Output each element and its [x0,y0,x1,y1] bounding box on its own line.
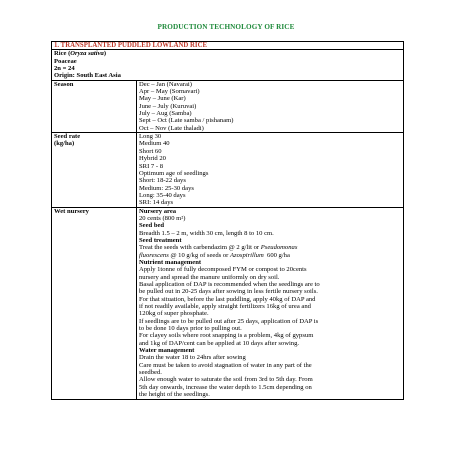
seed-treatment-text: @ 10 g/kg of seeds or [168,251,230,259]
wet-nursery-label: Wet nursery [52,207,137,399]
rice-prefix: Rice ( [54,50,71,58]
seed-rate-row [52,133,404,207]
nursery-area-value: 20 cents (800 m²) [139,214,186,222]
seed-rate-line: Short: 18-22 days [139,177,186,185]
water-line: the height of the seedlings. [139,391,210,399]
nutrient-line: If seedlings are to be pulled out after 25 days, application of DAP is [139,317,319,325]
nutrient-line: be pulled out in 20-25 days after sowing in less fertile nursery soils. [139,288,318,296]
nutrient-line: to be done 10 days prior to pulling out. [139,325,242,333]
seed-bed-heading: Seed bed [139,222,165,230]
water-management-heading: Water management [139,347,195,355]
wet-nursery-values [137,207,404,399]
season-label: Season [52,80,137,132]
origin: Origin: South East Asia [54,72,121,80]
intro-cell [52,50,404,80]
section-header-row [52,42,404,50]
water-line: seedbed. [139,369,162,377]
nutrient-management-heading: Nutrient management [139,258,202,266]
water-line: Drain the water 18 to 24hrs after sowing [139,354,246,362]
intro-row [52,50,404,80]
seed-rate-line: SRI 7 - 8 [139,162,163,170]
season-line: Sept – Oct (Late samba / pishanam) [139,117,234,125]
rice-technology-table [51,41,404,400]
azospirillum-rate: 600 g/ha [263,251,290,259]
seed-rate-line: Long: 35-40 days [139,191,186,199]
seed-treatment-line [139,244,401,251]
nutrient-line: and 1kg of DAP/cent can be applied at 10 days after sowing. [139,339,300,347]
rice-name [54,50,401,57]
seed-rate-line: Short 60 [139,147,162,155]
season-line: Dec – Jan (Navarai) [139,80,192,88]
seed-rate-line: SRI: 14 days [139,199,174,207]
seed-bed-value: Breadth 1.5 – 2 m, width 30 cm, length 8 to 10 cm. [139,229,274,237]
seed-rate-line: Medium: 25-30 days [139,184,194,192]
seed-rate-label-line: Seed rate [54,133,81,141]
seed-rate-line: Hybrid 20 [139,155,166,163]
season-line: Oct – Nov (Late thaladi) [139,124,204,132]
nutrient-line: For clayey soils where root snapping is a problem, 4kg of gypsum [139,332,314,340]
seed-rate-values [137,133,404,207]
family: Poaceae [54,57,77,65]
season-line: May – June (Kar) [139,95,186,103]
season-line: July – Aug (Samba) [139,110,192,118]
nutrient-line: if not readily available, apply straight fertilizers 16kg of urea and [139,303,311,311]
season-line: Apr – May (Sornavari) [139,88,200,96]
rice-species: Oryza sativa [70,50,104,58]
season-line: June – July (Kuruvai) [139,102,197,110]
section-heading: 1. TRANSPLANTED PUDDLED LOWLAND RICE [52,42,404,50]
nutrient-line: 120kg of super phosphate. [139,310,209,318]
seed-rate-line: Optimum age of seedlings [139,169,209,177]
fluorescens-name: fluorescens [139,251,169,259]
seed-treatment-heading: Seed treatment [139,236,182,244]
water-line: Care must be taken to avoid stagnation of water in any part of the [139,361,312,369]
azospirillum-name: Azospirillum [230,251,264,259]
nutrient-line: For that situation, before the last puddling, apply 40kg of DAP and [139,295,316,303]
water-line: Allow enough water to saturate the soil from 3rd to 5th day. From [139,376,313,384]
nutrient-line: Apply 1tonne of fully decomposed FYM or compost to 20cents [139,266,307,274]
nutrient-line: nursery and spread the manure uniformly on dry soil. [139,273,280,281]
document-title: PRODUCTION TECHNOLOGY OF RICE [157,23,295,31]
water-line: 5th day onwards, increase the water depth to 1.5cm depending on [139,383,312,391]
seed-treatment-line [139,252,401,259]
wet-nursery-row [52,207,404,399]
seed-rate-unit: (kg/ha) [54,140,75,148]
chromosome-number: 2n = 24 [54,65,75,73]
seed-rate-line: Long 30 [139,133,162,141]
season-row [52,80,404,132]
nutrient-line: Basal application of DAP is recommended when the seedlings are to [139,281,320,288]
seed-treatment-text: Treat the seeds with carbendazim @ 2 g/lit or [139,244,261,252]
pseudomonas-name: Pseudomonas [260,244,298,252]
rice-suffix: ) [103,50,107,58]
seed-rate-label [52,133,137,207]
season-values [137,80,404,132]
nursery-area-heading: Nursery area [139,207,177,215]
seed-rate-line: Medium 40 [139,140,170,148]
